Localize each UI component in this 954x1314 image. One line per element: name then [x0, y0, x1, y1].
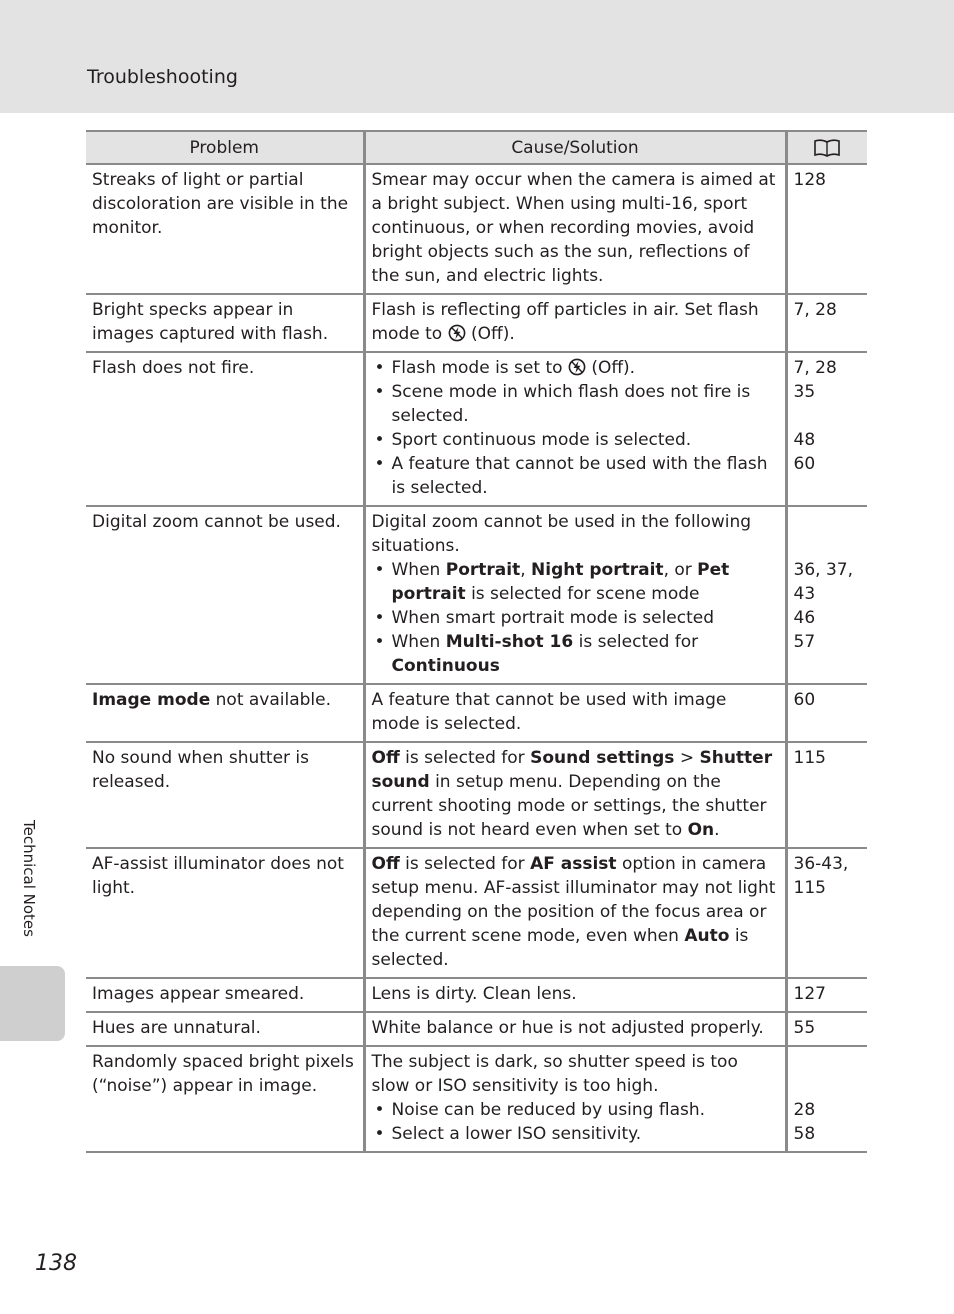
table-row: [86, 294, 867, 352]
problem-cell: Flash does not fire.: [86, 352, 364, 506]
bullet-item: • When Multi-shot 16 is selected for Continuous: [372, 630, 779, 678]
problem-cell: Images appear smeared.: [86, 978, 364, 1012]
reference-cell[interactable]: 36, 37, 43 46 57: [786, 506, 867, 684]
reference-cell[interactable]: 7, 28 35 48 60: [786, 352, 867, 506]
bullet-item: • Flash mode is set to (Off).: [372, 356, 779, 380]
table-row: [86, 1046, 867, 1152]
cause-cell: Digital zoom cannot be used in the following situations. • When Portrait, Night portrait, or Pet portrait is selected for scene mode • When smart portrait mode is selected • When Multi-shot 16 is selected for Continuous: [364, 506, 786, 684]
bullet-item: • Sport continuous mode is selected.: [372, 428, 779, 452]
side-tab[interactable]: [0, 966, 65, 1041]
cause-cell: [364, 352, 786, 506]
table-header-row: [86, 131, 867, 164]
table-row: [86, 352, 867, 506]
problem-cell: Digital zoom cannot be used.: [86, 506, 364, 684]
cause-cell: Lens is dirty. Clean lens.: [364, 978, 786, 1012]
section-title: Troubleshooting: [87, 66, 238, 88]
problem-cell: Hues are unnatural.: [86, 1012, 364, 1046]
bullet-item: • When Portrait, Night portrait, or Pet portrait is selected for scene mode: [372, 558, 779, 606]
book-reference-icon: [813, 138, 841, 158]
table-row: [86, 742, 867, 848]
cause-cell: A feature that cannot be used with image mode is selected.: [364, 684, 786, 742]
bullet-item: • Noise can be reduced by using flash.: [372, 1098, 779, 1122]
bullet-item: • When smart portrait mode is selected: [372, 606, 779, 630]
reference-cell[interactable]: 128: [786, 164, 867, 294]
problem-cell: Bright specks appear in images captured with flash.: [86, 294, 364, 352]
reference-cell[interactable]: 55: [786, 1012, 867, 1046]
problem-cell: AF-assist illuminator does not light.: [86, 848, 364, 978]
problem-cell: No sound when shutter is released.: [86, 742, 364, 848]
reference-header: [786, 131, 867, 164]
table-row: [86, 684, 867, 742]
reference-cell[interactable]: 127: [786, 978, 867, 1012]
cause-cell: White balance or hue is not adjusted properly.: [364, 1012, 786, 1046]
cause-cell: The subject is dark, so shutter speed is too slow or ISO sensitivity is too high. • Noise can be reduced by using flash. • Select a lower ISO sensitivity.: [364, 1046, 786, 1152]
flash-off-icon: [448, 324, 466, 342]
table-row: [86, 1012, 867, 1046]
table-row: [86, 164, 867, 294]
page-number: 138: [35, 1251, 77, 1276]
table-row: [86, 978, 867, 1012]
troubleshooting-table: [86, 130, 867, 1153]
reference-cell[interactable]: 115: [786, 742, 867, 848]
bullet-item: • Select a lower ISO sensitivity.: [372, 1122, 779, 1146]
table-row: [86, 506, 867, 684]
cause-cell: Off is selected for Sound settings > Shutter sound in setup menu. Depending on the current shooting mode or settings, the shutter sound is not heard even when set to On.: [364, 742, 786, 848]
reference-cell[interactable]: 28 58: [786, 1046, 867, 1152]
table-row: [86, 848, 867, 978]
problem-header: Problem: [86, 131, 364, 164]
cause-cell: Off is selected for AF assist option in camera setup menu. AF-assist illuminator may not light depending on the position of the focus area or the current scene mode, even when Auto is selected.: [364, 848, 786, 978]
reference-cell[interactable]: 7, 28: [786, 294, 867, 352]
header-band: [0, 0, 954, 113]
reference-cell[interactable]: 36-43, 115: [786, 848, 867, 978]
bullet-item: • A feature that cannot be used with the flash is selected.: [372, 452, 779, 500]
cause-header: Cause/Solution: [364, 131, 786, 164]
reference-cell[interactable]: 60: [786, 684, 867, 742]
problem-cell: Image mode not available.: [86, 684, 364, 742]
cause-cell: Smear may occur when the camera is aimed at a bright subject. When using multi-16, sport continuous, or when recording movies, avoid bright objects such as the sun, reflections of the sun, and electric lights.: [364, 164, 786, 294]
flash-off-icon: [568, 358, 586, 376]
side-label: Technical Notes: [20, 820, 38, 937]
problem-cell: Streaks of light or partial discoloration are visible in the monitor.: [86, 164, 364, 294]
problem-cell: Randomly spaced bright pixels (“noise”) appear in image.: [86, 1046, 364, 1152]
cause-cell: Flash is reflecting off particles in air. Set flash mode to (Off).: [364, 294, 786, 352]
bullet-item: • Scene mode in which flash does not fire is selected.: [372, 380, 779, 428]
